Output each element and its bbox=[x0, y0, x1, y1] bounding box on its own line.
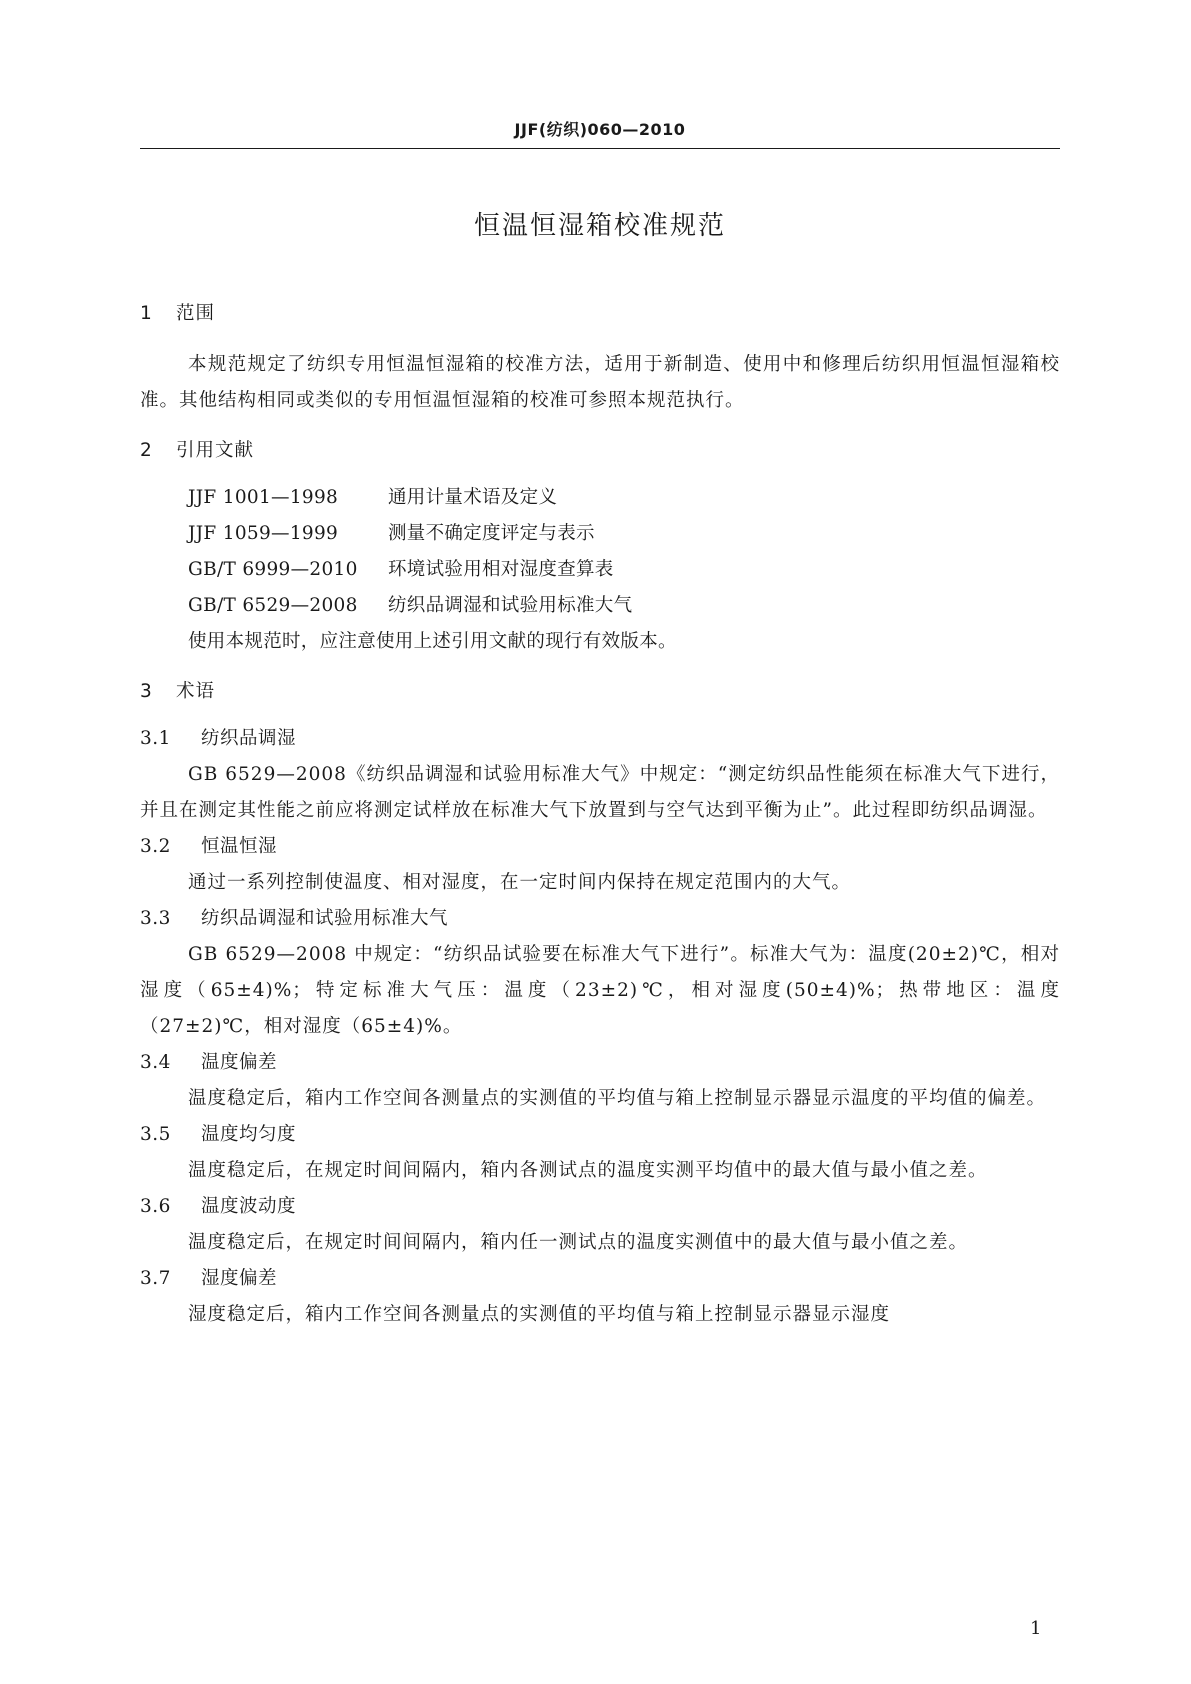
section-title: 引用文献 bbox=[176, 440, 255, 461]
term-heading bbox=[140, 901, 1060, 937]
term-definition: 温度稳定后，在规定时间间隔内，箱内各测试点的温度实测平均值中的最大值与最小值之差。 bbox=[188, 1160, 988, 1181]
section-number: 1 bbox=[140, 303, 153, 324]
section-heading-2 bbox=[140, 433, 1060, 469]
term-number: 3.5 bbox=[140, 1124, 171, 1145]
page-title: 恒温恒湿箱校准规范 bbox=[473, 211, 726, 241]
term-title: 恒温恒湿 bbox=[201, 836, 278, 857]
term-number: 3.1 bbox=[140, 728, 171, 749]
term-definition: 湿度稳定后，箱内工作空间各测量点的实测值的平均值与箱上控制显示器显示湿度 bbox=[188, 1304, 891, 1325]
term-heading bbox=[140, 829, 1060, 865]
document-body bbox=[140, 296, 1060, 1333]
reference-name: 通用计量术语及定义 bbox=[388, 487, 558, 508]
term-definition: 通过一系列控制使温度、相对湿度，在一定时间内保持在规定范围内的大气。 bbox=[188, 872, 852, 893]
section-number: 2 bbox=[140, 440, 153, 461]
term-title: 纺织品调湿和试验用标准大气 bbox=[201, 908, 449, 929]
reference-code: GB/T 6999—2010 bbox=[188, 559, 358, 580]
section-heading-1 bbox=[140, 296, 1060, 332]
reference-name: 测量不确定度评定与表示 bbox=[388, 523, 595, 544]
term-number: 3.4 bbox=[140, 1052, 171, 1073]
term-number: 3.2 bbox=[140, 836, 171, 857]
term-heading bbox=[140, 1117, 1060, 1153]
reference-item bbox=[140, 588, 1060, 624]
term-title: 温度波动度 bbox=[201, 1196, 297, 1217]
term-number: 3.7 bbox=[140, 1268, 171, 1289]
term-title: 湿度偏差 bbox=[201, 1268, 278, 1289]
header-rule bbox=[140, 148, 1060, 149]
document-code-header: JJF(纺织)060—2010 bbox=[514, 120, 686, 139]
reference-code: JJF 1059—1999 bbox=[188, 523, 339, 544]
term-title: 温度均匀度 bbox=[201, 1124, 297, 1145]
term-definition: 温度稳定后，在规定时间间隔内，箱内任一测试点的温度实测值中的最大值与最小值之差。 bbox=[188, 1232, 969, 1253]
term-heading bbox=[140, 721, 1060, 757]
reference-item bbox=[140, 552, 1060, 588]
reference-code: JJF 1001—1998 bbox=[188, 487, 339, 508]
term-definition: GB 6529—2008《纺织品调湿和试验用标准大气》中规定：“测定纺织品性能须在标准大气下进行，并且在测定其性能之前应将测定试样放在标准大气下放置到与空气达到平衡为止”。此过程即纺织品调湿。 bbox=[140, 764, 1060, 821]
page-number: 1 bbox=[1030, 1618, 1042, 1639]
reference-note: 使用本规范时，应注意使用上述引用文献的现行有效版本。 bbox=[188, 631, 677, 652]
term-definition: GB 6529—2008 中规定：“纺织品试验要在标准大气下进行”。标准大气为：温度(20±2)℃，相对湿度（65±4)%；特定标准大气压：温度（23±2)℃，相对湿度(50±4)%；热带地区：温度（27±2)℃，相对湿度（65±4)%。 bbox=[140, 944, 1060, 1037]
section-title: 术语 bbox=[176, 681, 216, 702]
term-number: 3.3 bbox=[140, 908, 171, 929]
reference-item bbox=[140, 516, 1060, 552]
section-title: 范围 bbox=[176, 303, 216, 324]
reference-code: GB/T 6529—2008 bbox=[188, 595, 358, 616]
term-number: 3.6 bbox=[140, 1196, 171, 1217]
section-number: 3 bbox=[140, 681, 153, 702]
term-heading bbox=[140, 1189, 1060, 1225]
term-definition: 温度稳定后，箱内工作空间各测量点的实测值的平均值与箱上控制显示器显示温度的平均值的偏差。 bbox=[188, 1088, 1047, 1109]
term-heading bbox=[140, 1261, 1060, 1297]
term-heading bbox=[140, 1045, 1060, 1081]
reference-name: 纺织品调湿和试验用标准大气 bbox=[388, 595, 633, 616]
section-heading-3 bbox=[140, 674, 1060, 710]
section-1-paragraph: 本规范规定了纺织专用恒温恒湿箱的校准方法，适用于新制造、使用中和修理后纺织用恒温恒湿箱校准。其他结构相同或类似的专用恒温恒湿箱的校准可参照本规范执行。 bbox=[140, 354, 1060, 411]
term-title: 温度偏差 bbox=[201, 1052, 278, 1073]
reference-name: 环境试验用相对湿度查算表 bbox=[388, 559, 614, 580]
term-title: 纺织品调湿 bbox=[201, 728, 297, 749]
reference-item bbox=[140, 480, 1060, 516]
